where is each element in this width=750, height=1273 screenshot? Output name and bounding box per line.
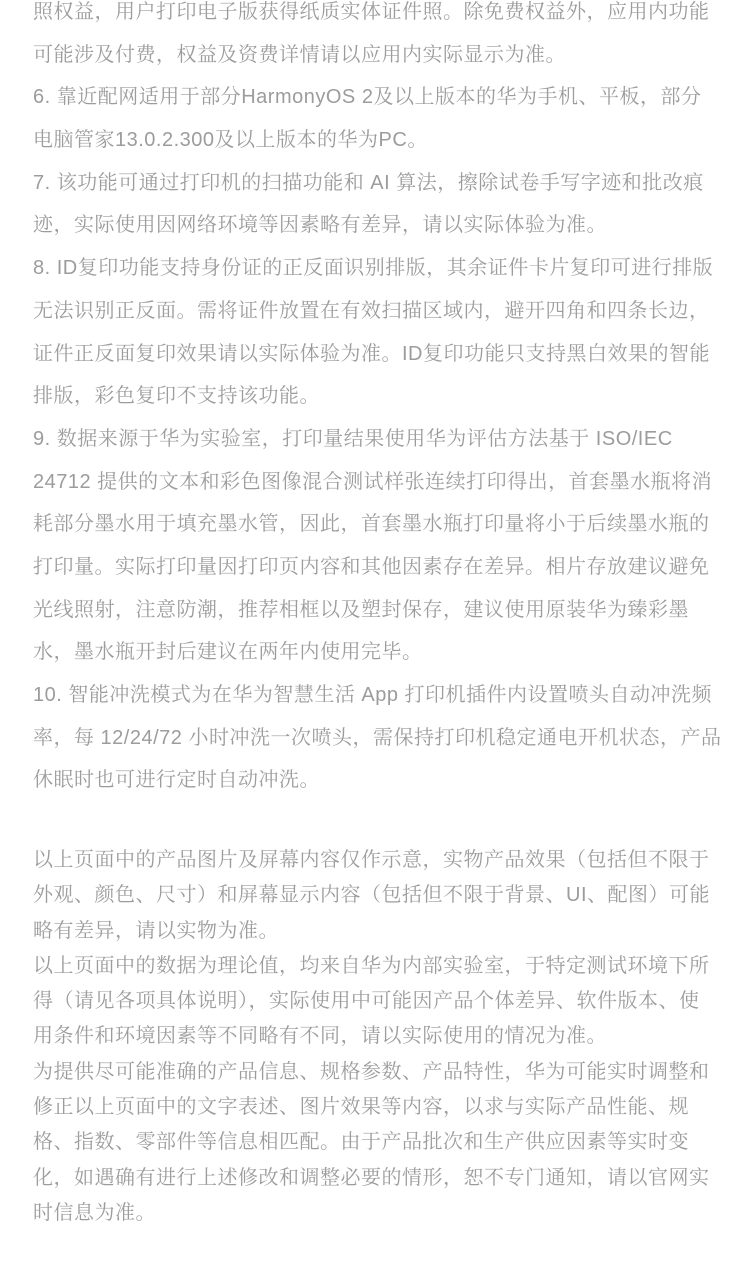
text-line: 6. 靠近配网适用于部分HarmonyOS 2及以上版本的华为手机、平板，部分	[33, 86, 702, 109]
text-line: 9. 数据来源于华为实验室，打印量结果使用华为评估方法基于 ISO/IEC	[33, 427, 673, 450]
text-line: 外观、颜色、尺寸）和屏幕显示内容（包括但不限于背景、UI、配图）可能	[33, 884, 710, 907]
text-line: 耗部分墨水用于填充墨水管，因此，首套墨水瓶打印量将小于后续墨水瓶的	[33, 513, 710, 536]
text-line: 水，墨水瓶开封后建议在两年内使用完毕。	[33, 641, 423, 664]
text-line: 得（请见各项具体说明），实际使用中可能因产品个体差异、软件版本、使	[33, 990, 700, 1013]
text-line: 迹，实际使用因网络环境等因素略有差异，请以实际体验为准。	[33, 214, 607, 237]
text-line: 用条件和环境因素等不同略有不同，请以实际使用的情况为准。	[33, 1025, 607, 1048]
text-line: 以上页面中的数据为理论值，均来自华为内部实验室，于特定测试环境下所	[33, 954, 710, 977]
text-line: 7. 该功能可通过打印机的扫描功能和 AI 算法，擦除试卷手写字迹和批改痕	[33, 171, 704, 194]
text-line: 休眠时也可进行定时自动冲洗。	[33, 769, 320, 792]
text-line: 可能涉及付费，权益及资费详情请以应用内实际显示为准。	[33, 43, 566, 66]
text-line: 略有差异，请以实物为准。	[33, 919, 279, 942]
text-line: 率，每 12/24/72 小时冲洗一次喷头，需保持打印机稳定通电开机状态，产品	[33, 726, 722, 749]
text-line: 排版，彩色复印不支持该功能。	[33, 385, 320, 408]
text-line: 时信息为准。	[33, 1201, 156, 1224]
general-disclaimer-section	[33, 843, 723, 1231]
text-line: 光线照射，注意防潮，推荐相框以及塑封保存，建议使用原装华为臻彩墨	[33, 598, 689, 621]
text-line: 格、指数、零部件等信息相匹配。由于产品批次和生产供应因素等实时变	[33, 1131, 689, 1154]
text-line: 电脑管家13.0.2.300及以上版本的华为PC。	[33, 129, 428, 152]
text-line: 8. ID复印功能支持身份证的正反面识别排版，其余证件卡片复印可进行排版	[33, 257, 714, 280]
numbered-notes-section	[33, 0, 723, 802]
text-line: 以上页面中的产品图片及屏幕内容仅作示意，实物产品效果（包括但不限于	[33, 849, 710, 871]
text-line: 照权益，用户打印电子版获得纸质实体证件照。除免费权益外，应用内功能	[33, 1, 710, 23]
text-line: 24712 提供的文本和彩色图像混合测试样张连续打印得出，首套墨水瓶将消	[33, 470, 713, 493]
text-line: 打印量。实际打印量因打印页内容和其他因素存在差异。相片存放建议避免	[33, 555, 710, 578]
text-line: 修正以上页面中的文字表述、图片效果等内容，以求与实际产品性能、规	[33, 1096, 689, 1119]
text-line: 为提供尽可能准确的产品信息、规格参数、产品特性，华为可能实时调整和	[33, 1060, 710, 1083]
text-line: 化，如遇确有进行上述修改和调整必要的情形，恕不专门通知，请以官网实	[33, 1166, 710, 1189]
text-line: 10. 智能冲洗模式为在华为智慧生活 App 打印机插件内设置喷头自动冲洗频	[33, 684, 713, 706]
text-line: 证件正反面复印效果请以实际体验为准。ID复印功能只支持黑白效果的智能	[33, 342, 710, 365]
text-line: 无法识别正反面。需将证件放置在有效扫描区域内，避开四角和四条长边，	[33, 299, 710, 322]
